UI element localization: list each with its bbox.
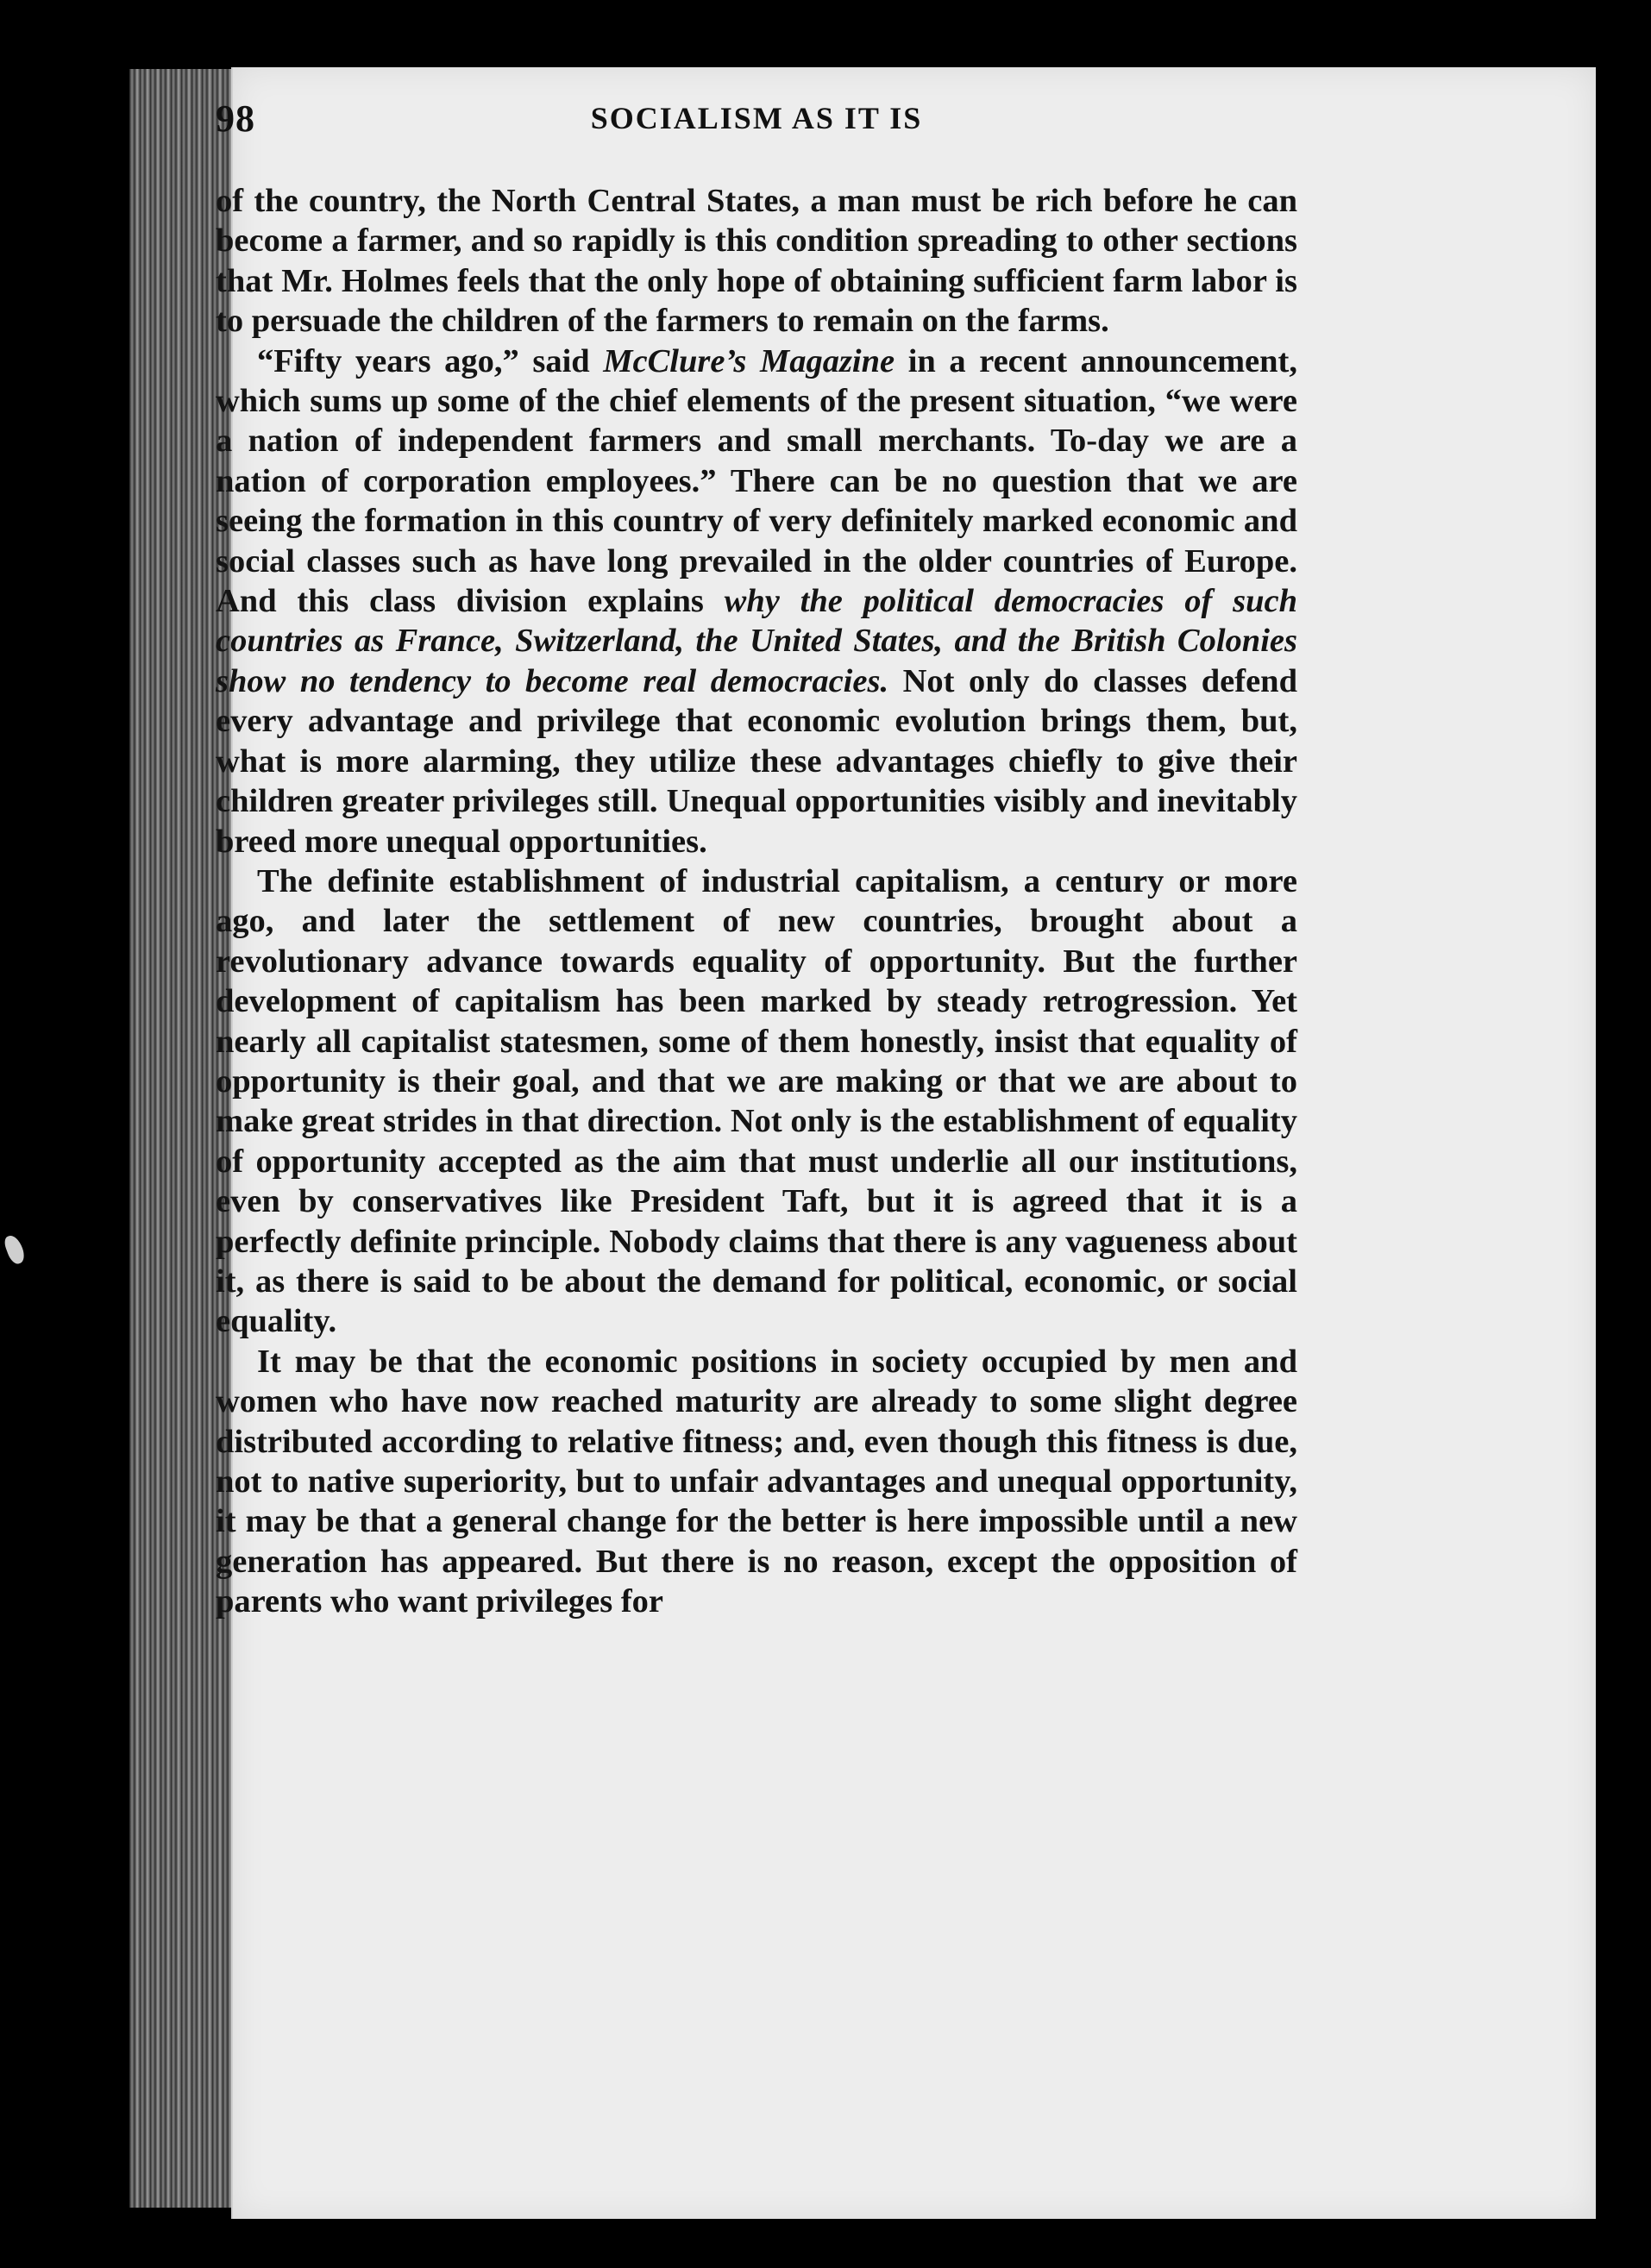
paragraph-1: of the country, the North Central States, a man must be rich before he can become a farmer, and so rapidly is this condition spreading to other sections that Mr. Holmes feels that the only hope of obtaining sufficient farm labor is to persuade the children of the farmers to remain on the farms. (216, 183, 1297, 340)
scan-artifact-mark (3, 1233, 28, 1266)
body-text (216, 181, 1297, 1622)
paragraph-4: It may be that the economic positions in society occupied by men and women who have now reached maturity are already to some slight degree distributed according to relative fitness; and, even though this fitness is due, not to native superiority, but to unfair advantages and unequal opportunity, it may be that a general change for the better is here impossible until a new generation has appeared. But there is no reason, except the opposition of parents who want privileges for (216, 1343, 1297, 1620)
page-header (216, 97, 1297, 148)
page-number: 98 (216, 97, 255, 140)
running-title: SOCIALISM AS IT IS (590, 101, 923, 135)
magazine-title: McClure’s Magazine (603, 342, 895, 379)
paragraph-3: The definite establishment of industrial capitalism, a century or more ago, and later the settlement of new countries, brought about a revolutionary advance towards equality of opportunity. But the further development of capitalism has been marked by steady retrogression. Yet nearly all capitalist statesmen, some of them honestly, insist that equality of opportunity is their goal, and that we are making or that we are about to make great strides in that direction. Not only is the establishment of equality of opportunity accepted as the aim that must underlie all our institutions, even by conservatives like President Taft, but it is agreed that it is a perfectly definite principle. Nobody claims that there is any vagueness about it, as there is said to be about the demand for political, economic, or social equality. (216, 862, 1297, 1340)
paragraph-2 (216, 341, 1297, 861)
italic-emphasis: why the political democracies of such countries as France, Switzerland, the United States, and the British Colonies show no tendency to become real democracies. (216, 583, 1297, 699)
paragraph-2-text-b: in a recent announcement, which sums up some of the chief elements of the present situation, “we were a nation of independent farmers and small merchants. To-day we are a nation of corporation employees.” There can be no question that we are seeing the formation in this country of very definitely marked economic and social classes such as have long prevailed in the older countries of Europe. And this class division explains (216, 342, 1297, 620)
paragraph-2-text-c: Not only do classes defend every advantage and privilege that economic evolution brings them, but, what is more alarming, they utilize these advantages chiefly to give their children greater privileges still. Unequal opportunities visibly and inevitably breed more unequal opportunities. (216, 662, 1297, 860)
paragraph-2-text-a: “Fifty years ago,” said (257, 342, 604, 379)
